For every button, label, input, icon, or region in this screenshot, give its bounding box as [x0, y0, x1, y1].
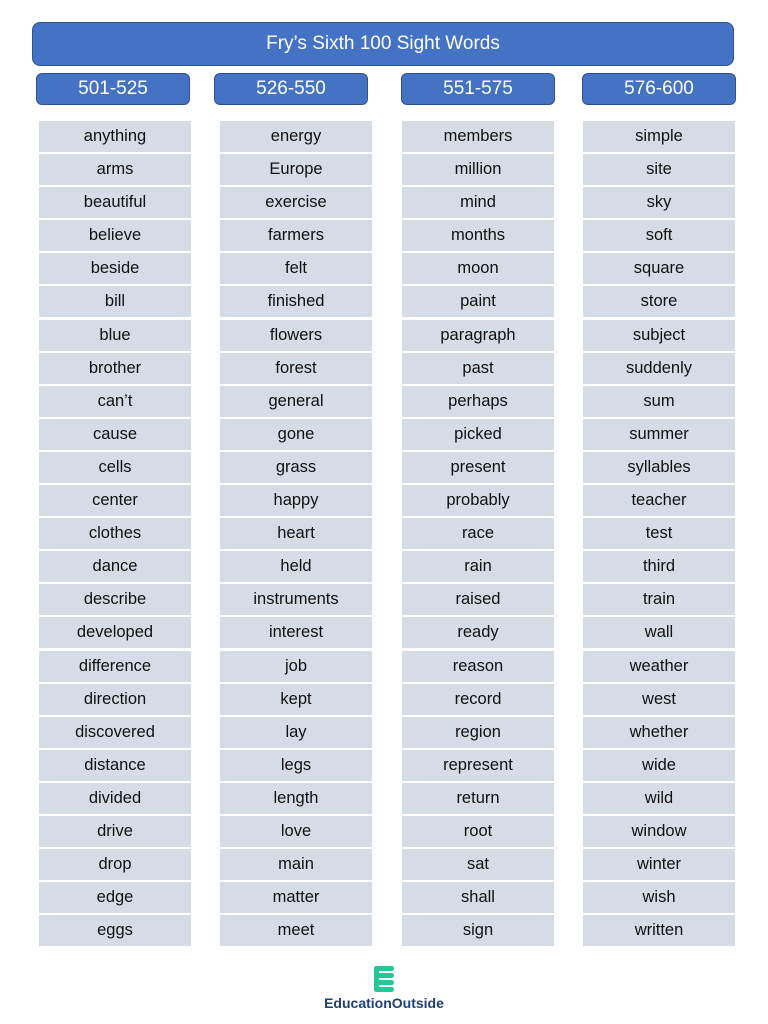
- word-cell: flowers: [220, 320, 372, 351]
- word-cell: kept: [220, 684, 372, 715]
- word-cell: arms: [39, 154, 191, 185]
- column-header-551-575: 551-575: [401, 73, 555, 105]
- word-cell: job: [220, 651, 372, 682]
- logo-text-education: Education: [324, 995, 392, 1011]
- education-outside-logo: [0, 962, 768, 1014]
- word-cell: root: [402, 816, 554, 847]
- word-cell: dance: [39, 551, 191, 582]
- word-column-576-600: [583, 121, 735, 948]
- word-cell: bill: [39, 286, 191, 317]
- word-cell: past: [402, 353, 554, 384]
- word-cell: grass: [220, 452, 372, 483]
- word-cell: farmers: [220, 220, 372, 251]
- word-cell: meet: [220, 915, 372, 946]
- word-cell: months: [402, 220, 554, 251]
- word-cell: eggs: [39, 915, 191, 946]
- word-cell: describe: [39, 584, 191, 615]
- word-cell: energy: [220, 121, 372, 152]
- word-cell: brother: [39, 353, 191, 384]
- page-title: Fry’s Sixth 100 Sight Words: [32, 22, 734, 66]
- word-cell: divided: [39, 783, 191, 814]
- word-cell: matter: [220, 882, 372, 913]
- word-cell: wall: [583, 617, 735, 648]
- word-cell: edge: [39, 882, 191, 913]
- word-cell: weather: [583, 651, 735, 682]
- word-cell: wish: [583, 882, 735, 913]
- word-cell: soft: [583, 220, 735, 251]
- word-cell: length: [220, 783, 372, 814]
- word-cell: wild: [583, 783, 735, 814]
- word-cell: heart: [220, 518, 372, 549]
- word-cell: probably: [402, 485, 554, 516]
- word-cell: distance: [39, 750, 191, 781]
- word-cell: can’t: [39, 386, 191, 417]
- word-cell: love: [220, 816, 372, 847]
- column-header-526-550: 526-550: [214, 73, 368, 105]
- word-cell: paragraph: [402, 320, 554, 351]
- word-cell: winter: [583, 849, 735, 880]
- word-cell: legs: [220, 750, 372, 781]
- word-cell: syllables: [583, 452, 735, 483]
- word-cell: whether: [583, 717, 735, 748]
- word-cell: store: [583, 286, 735, 317]
- word-cell: west: [583, 684, 735, 715]
- word-cell: Europe: [220, 154, 372, 185]
- word-cell: cells: [39, 452, 191, 483]
- logo-text: [0, 995, 768, 1011]
- word-cell: ready: [402, 617, 554, 648]
- word-cell: moon: [402, 253, 554, 284]
- word-cell: sky: [583, 187, 735, 218]
- logo-text-outside: Outside: [391, 995, 444, 1011]
- word-cell: mind: [402, 187, 554, 218]
- word-cell: exercise: [220, 187, 372, 218]
- word-cell: clothes: [39, 518, 191, 549]
- word-cell: developed: [39, 617, 191, 648]
- word-cell: present: [402, 452, 554, 483]
- word-cell: wide: [583, 750, 735, 781]
- education-outside-logo-icon: [371, 964, 397, 994]
- word-cell: train: [583, 584, 735, 615]
- word-cell: summer: [583, 419, 735, 450]
- word-cell: shall: [402, 882, 554, 913]
- word-cell: difference: [39, 651, 191, 682]
- word-cell: drop: [39, 849, 191, 880]
- word-cell: sat: [402, 849, 554, 880]
- word-column-501-525: [39, 121, 191, 948]
- word-cell: suddenly: [583, 353, 735, 384]
- column-header-501-525: 501-525: [36, 73, 190, 105]
- word-cell: site: [583, 154, 735, 185]
- word-cell: sign: [402, 915, 554, 946]
- word-cell: interest: [220, 617, 372, 648]
- word-cell: reason: [402, 651, 554, 682]
- word-cell: members: [402, 121, 554, 152]
- word-cell: raised: [402, 584, 554, 615]
- word-cell: sum: [583, 386, 735, 417]
- word-cell: teacher: [583, 485, 735, 516]
- word-cell: beautiful: [39, 187, 191, 218]
- word-cell: test: [583, 518, 735, 549]
- word-cell: instruments: [220, 584, 372, 615]
- word-cell: finished: [220, 286, 372, 317]
- word-cell: square: [583, 253, 735, 284]
- word-cell: simple: [583, 121, 735, 152]
- word-cell: direction: [39, 684, 191, 715]
- word-cell: picked: [402, 419, 554, 450]
- word-cell: drive: [39, 816, 191, 847]
- word-column-551-575: [402, 121, 554, 948]
- word-cell: paint: [402, 286, 554, 317]
- column-header-576-600: 576-600: [582, 73, 736, 105]
- word-cell: discovered: [39, 717, 191, 748]
- word-cell: written: [583, 915, 735, 946]
- word-cell: felt: [220, 253, 372, 284]
- word-cell: held: [220, 551, 372, 582]
- word-cell: subject: [583, 320, 735, 351]
- word-cell: return: [402, 783, 554, 814]
- word-cell: perhaps: [402, 386, 554, 417]
- word-column-526-550: [220, 121, 372, 948]
- word-cell: million: [402, 154, 554, 185]
- word-cell: record: [402, 684, 554, 715]
- word-cell: anything: [39, 121, 191, 152]
- word-cell: happy: [220, 485, 372, 516]
- word-cell: rain: [402, 551, 554, 582]
- word-cell: region: [402, 717, 554, 748]
- word-cell: third: [583, 551, 735, 582]
- word-cell: represent: [402, 750, 554, 781]
- word-cell: general: [220, 386, 372, 417]
- word-cell: window: [583, 816, 735, 847]
- word-cell: forest: [220, 353, 372, 384]
- word-cell: race: [402, 518, 554, 549]
- word-cell: beside: [39, 253, 191, 284]
- word-cell: main: [220, 849, 372, 880]
- word-cell: cause: [39, 419, 191, 450]
- word-cell: blue: [39, 320, 191, 351]
- word-cell: believe: [39, 220, 191, 251]
- word-cell: lay: [220, 717, 372, 748]
- word-cell: gone: [220, 419, 372, 450]
- word-cell: center: [39, 485, 191, 516]
